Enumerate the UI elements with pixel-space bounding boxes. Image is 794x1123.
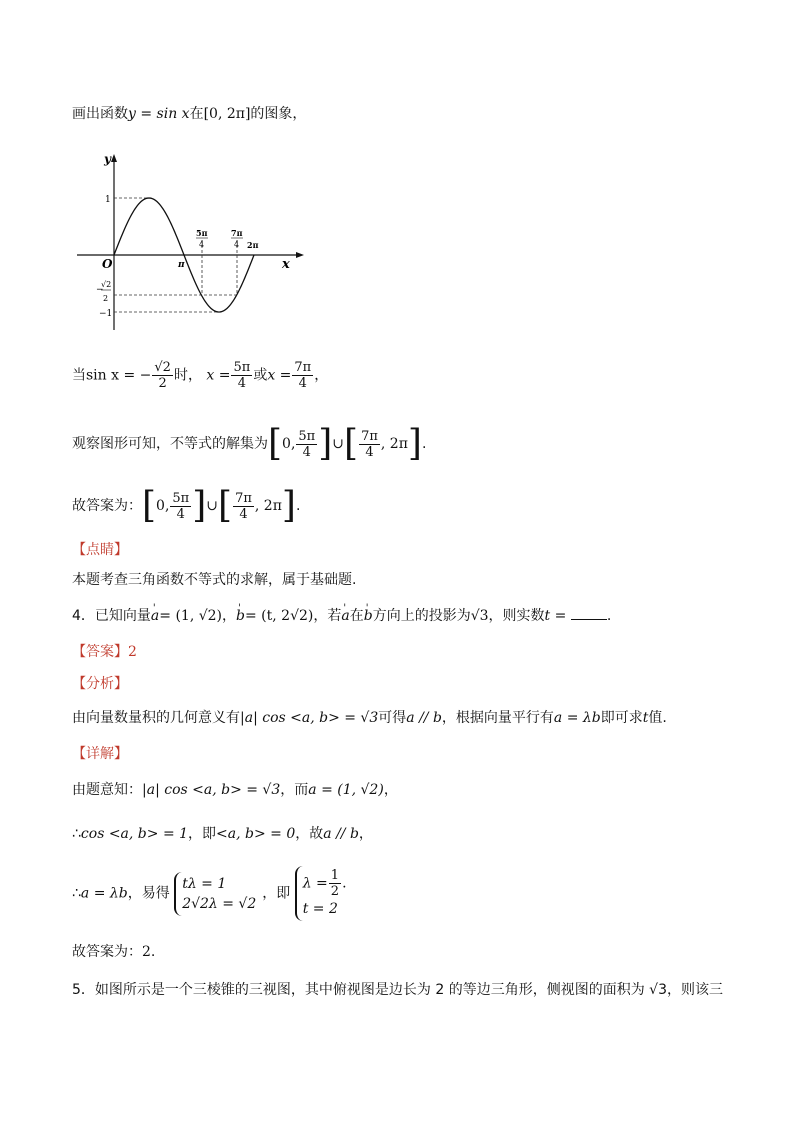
- tick-5pi4-den: 4: [199, 240, 205, 249]
- dianjing-text: 本题考查三角函数不等式的求解，属于基础题.: [72, 572, 357, 588]
- question-5: 5．如图所示是一个三棱锥的三视图，其中俯视图是边长为 2 的等边三角形，侧视图的面积为 √3，则该三: [72, 982, 723, 998]
- observe-line: 观察图形可知，不等式的解集为[0, $\frac{5\pi}{4}$ ]∪[ $\frac{7\pi}{4}$ , 2π].: [72, 423, 427, 464]
- answer3-line: 故答案为：[0, $\frac{5\pi}{4}$ ]∪[ $\frac{7\pi}{4}$ , 2π].: [72, 485, 301, 526]
- detail-label: 【详解】: [72, 746, 128, 762]
- answer-label: 【答案】: [72, 644, 128, 660]
- tick-5pi4-num: 5π: [196, 228, 208, 238]
- detail-line-3: ∴a = λb，易得 tλ = 1 2√2λ = √2，即 λ = $\frac{1}{2}$ . t = 2: [72, 866, 353, 921]
- x-axis-arrow: [296, 252, 304, 258]
- detail-line-1: 由题意知：|a| cos <a, b> = √3，而a = (1, √2)，: [72, 782, 398, 798]
- answer-blank[interactable]: [571, 607, 607, 620]
- tick-neg-sign: −: [96, 285, 104, 295]
- tick-1: 1: [105, 195, 111, 205]
- dianjing-label: 【点睛】: [72, 542, 128, 558]
- y-axis-arrow: [111, 154, 117, 162]
- tick-pi: π: [178, 260, 185, 270]
- intro-func: y = sin x: [128, 106, 190, 122]
- origin-label: O: [102, 257, 113, 271]
- analysis-label: 【分析】: [72, 676, 128, 692]
- intro-mid: 在: [189, 106, 204, 122]
- question-4: 4．已知向量' a= (1, √2)，' b= (t, 2√2)，若' a在' b方向上的投影为√3，则实数t = .: [72, 606, 611, 626]
- solution-system: λ = $\frac{1}{2}$ . t = 2: [295, 866, 353, 921]
- when-line: 当sin x = − $\frac{√2}{2}$ 时， x = $\frac{5\pi}{4}$ 或x = $\frac{7\pi}{4}$ ，: [72, 360, 329, 391]
- analysis-text: 由向量数量积的几何意义有|a| cos <a, b> = √3可得a // b，根据向量平行有a = λb即可求t值.: [72, 710, 667, 726]
- intro-post: 的图象，: [250, 106, 307, 122]
- equation-system: tλ = 1 2√2λ = √2: [174, 872, 262, 916]
- tick-7pi4-num: 7π: [231, 228, 243, 238]
- intro-line: [72, 104, 306, 124]
- tick-2: 2: [103, 294, 109, 303]
- answer-line: [72, 642, 137, 662]
- tick-neg1: −1: [99, 309, 113, 319]
- tick-2pi: 2π: [247, 240, 259, 250]
- sine-graph: [72, 148, 332, 338]
- tick-7pi4-den: 4: [234, 240, 240, 249]
- x-axis-label: x: [282, 257, 290, 272]
- tick-sqrt2: √2: [101, 280, 112, 289]
- final-answer: 故答案为：2.: [72, 944, 156, 960]
- y-axis-label: y: [104, 152, 111, 166]
- answer-value: 2: [128, 644, 137, 660]
- intro-pre: 画出函数: [72, 106, 128, 122]
- detail-line-2: ∴cos <a, b> = 1，即<a, b> = 0，故a // b，: [72, 826, 373, 842]
- intro-interval: [0, 2π]: [203, 106, 251, 122]
